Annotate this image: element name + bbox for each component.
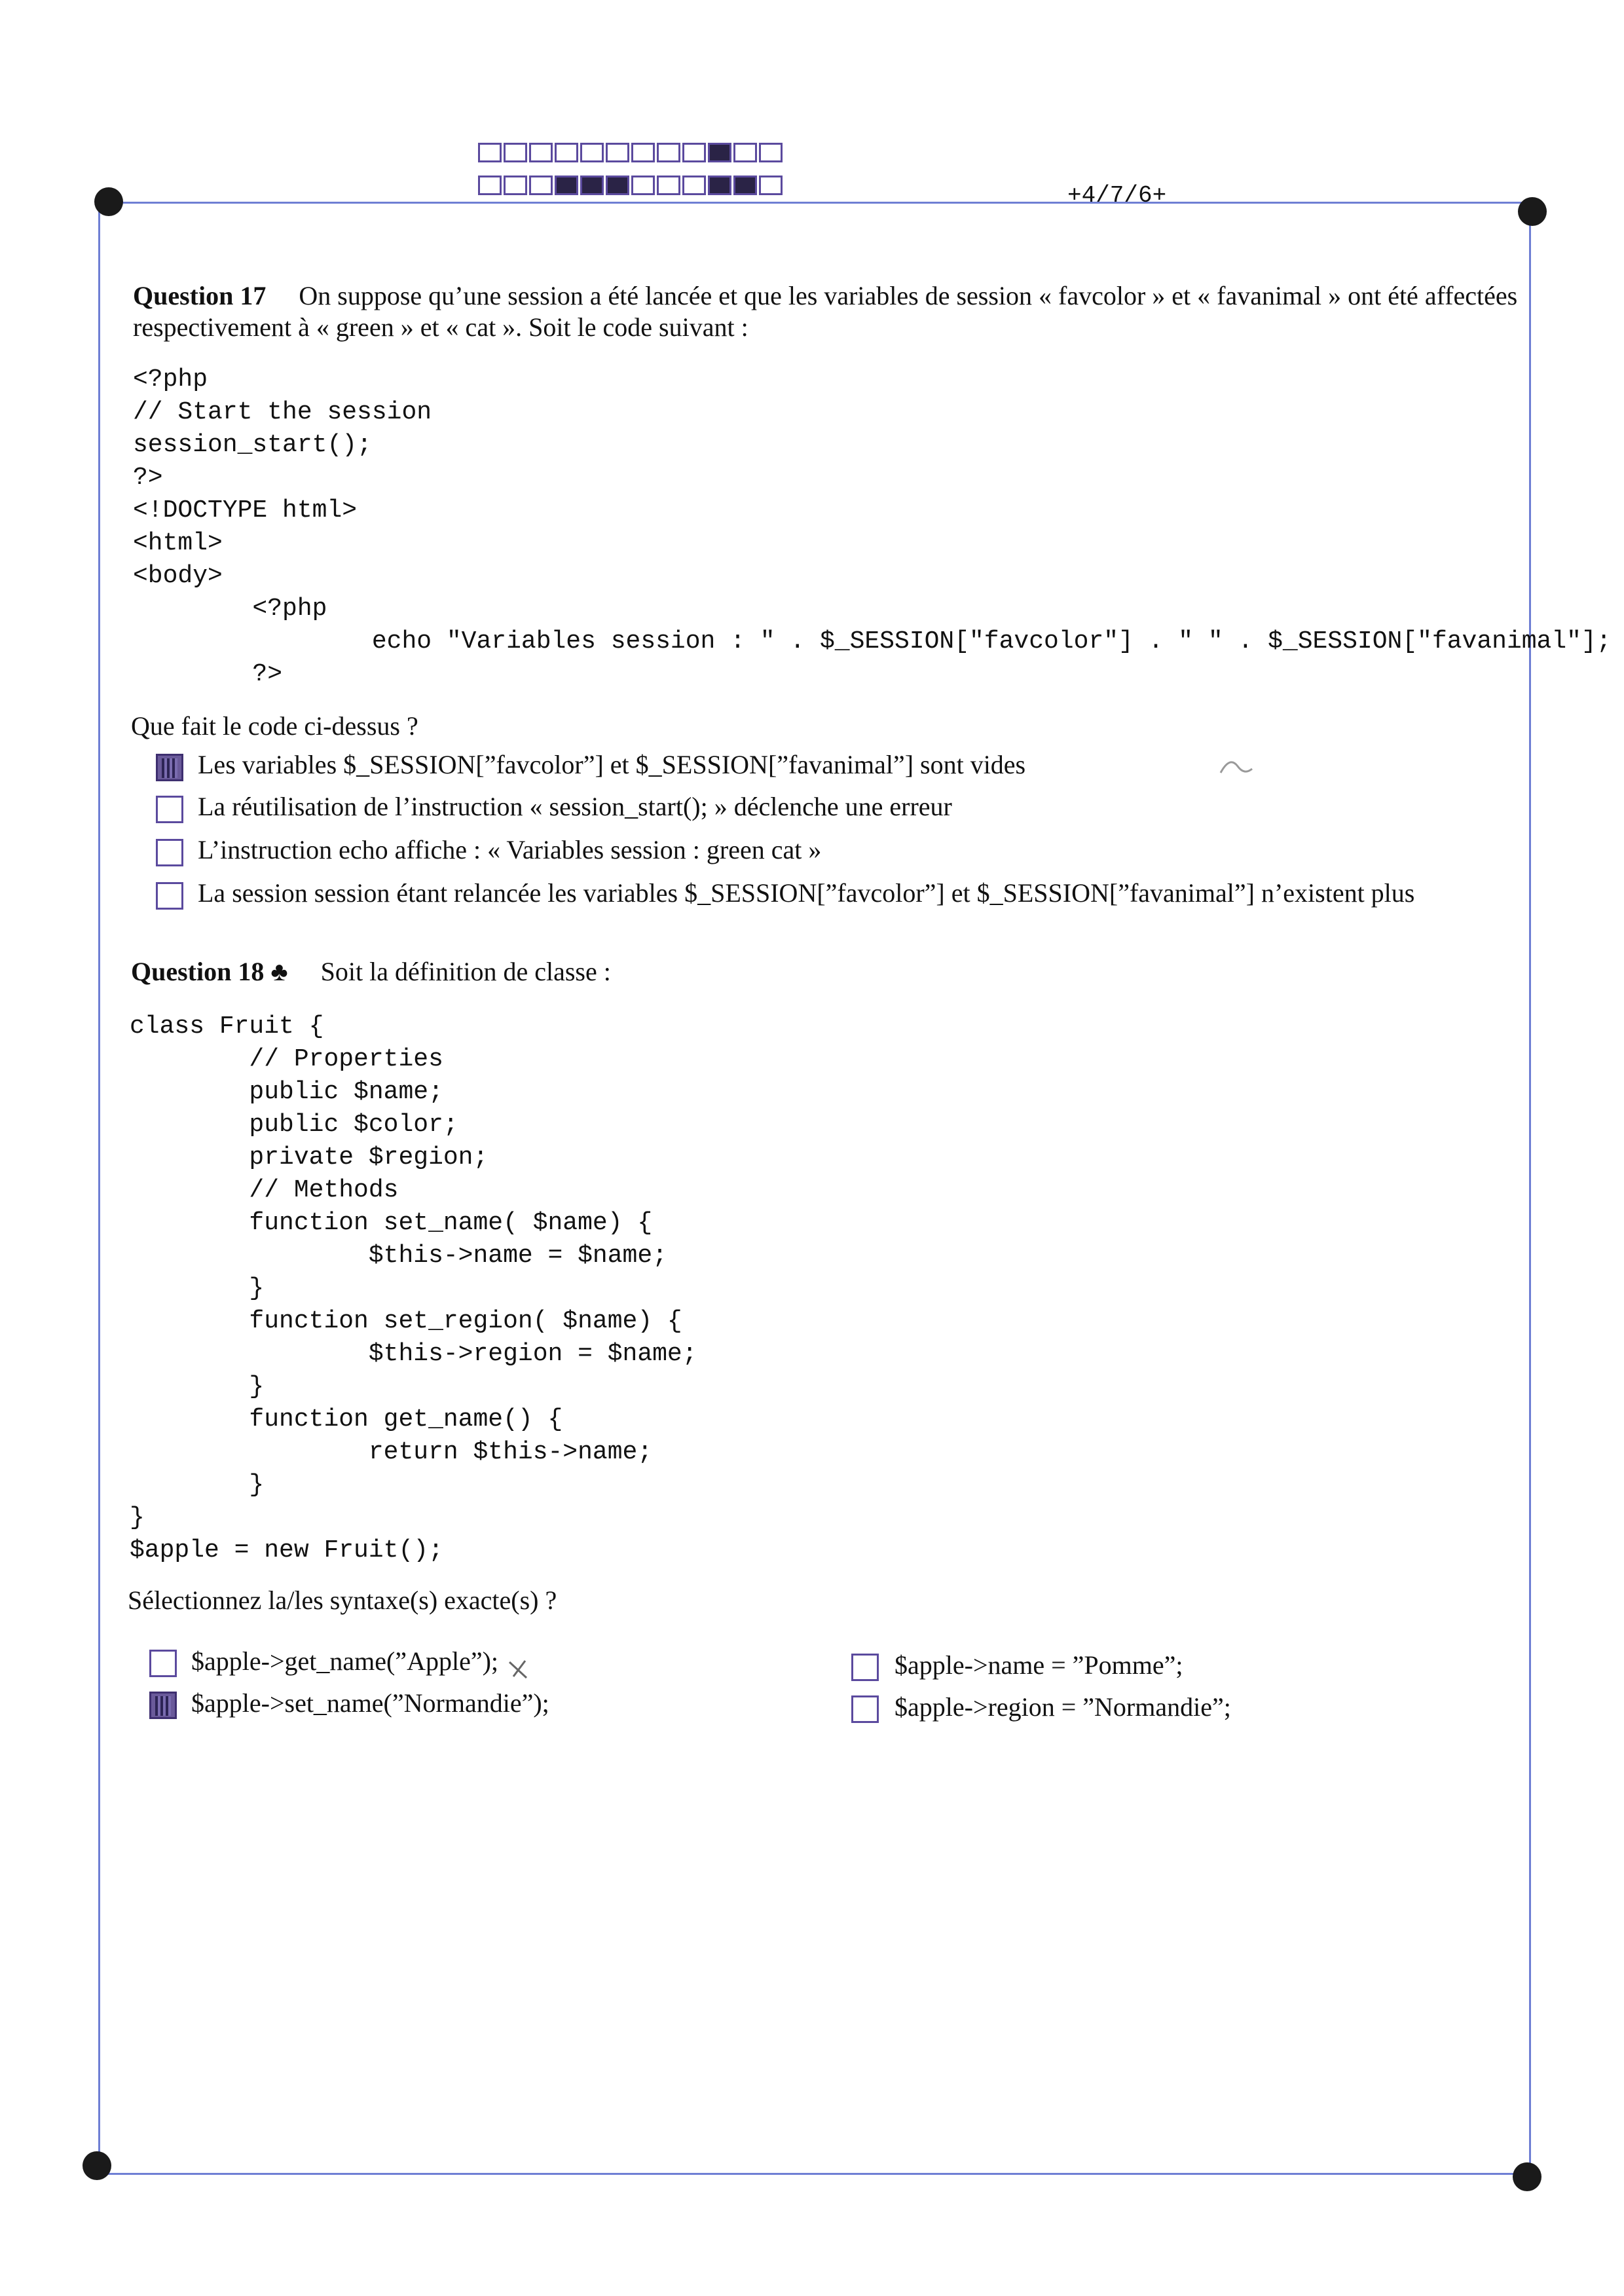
- registration-mark-bottom-left: [83, 2151, 111, 2180]
- q17-option-1-label: Les variables $_SESSION[”favcolor”] et $_SESSION[”favanimal”] sont vides: [198, 750, 1026, 779]
- frame-bottom: [98, 2173, 1529, 2175]
- registration-mark-bottom-right: [1513, 2162, 1541, 2191]
- question-18-statement: [131, 956, 611, 988]
- q17-option-3-checkbox[interactable]: [156, 839, 183, 866]
- question-18-code: class Fruit { // Properties public $name; public $color; private $region; // Methods function set_name( $name) { $this->name = $name; } function set_region( $name) { $this->region = $name; } function get_name() { return $this->name; } } $apple = new Fruit();: [130, 1012, 697, 1565]
- page-id-box: [529, 176, 553, 195]
- q17-option-4-checkbox[interactable]: [156, 882, 183, 910]
- page-id-box: [708, 176, 731, 195]
- page-id-box: [478, 176, 502, 195]
- page-id-box: [682, 176, 706, 195]
- q18-option-2-label: $apple->set_name(”Normandie”);: [191, 1688, 549, 1718]
- q17-option-1-checkbox[interactable]: [156, 754, 183, 781]
- question-18-prompt: Sélectionnez la/les syntaxe(s) exacte(s) ?: [128, 1585, 557, 1615]
- question-17-title: Question 17: [133, 281, 267, 310]
- page-id-box: [504, 143, 527, 162]
- q18-option-4-checkbox[interactable]: [851, 1695, 879, 1723]
- question-17-intro: On suppose qu’une session a été lancée et que les variables de session « favcolor » et « favanimal » ont été affectées respectivement à « green » et « cat ». Soit le code suivant :: [133, 281, 1518, 342]
- page-id-box: [733, 143, 757, 162]
- q18-option-1-label: $apple->get_name(”Apple”);: [191, 1646, 499, 1676]
- page-code: +4/7/6+: [1067, 182, 1167, 209]
- q18-option-3-checkbox[interactable]: [851, 1654, 879, 1681]
- question-17-prompt: Que fait le code ci-dessus ?: [131, 711, 418, 741]
- page-id-box: [580, 143, 604, 162]
- page-id-box: [682, 143, 706, 162]
- page-id-box: [733, 176, 757, 195]
- q17-option-4-label: La session session étant relancée les variables $_SESSION[”favcolor”] et $_SESSION[”favanimal”] n’existent plus: [198, 878, 1415, 908]
- q18-option-4-label: $apple->region = ”Normandie”;: [895, 1692, 1231, 1722]
- frame-top: [108, 202, 1526, 204]
- q17-option-2-checkbox[interactable]: [156, 796, 183, 823]
- page-id-box: [631, 143, 655, 162]
- question-17-statement: [133, 280, 1528, 343]
- page-id-box: [631, 176, 655, 195]
- page-id-box: [759, 143, 783, 162]
- pencil-mark: [1218, 753, 1257, 779]
- page-id-box: [555, 176, 578, 195]
- page-id-box: [657, 176, 680, 195]
- q18-option-1-checkbox[interactable]: [149, 1650, 177, 1677]
- q17-option-2-label: La réutilisation de l’instruction « session_start(); » déclenche une erreur: [198, 792, 952, 821]
- question-18-intro: Soit la définition de classe :: [320, 957, 611, 986]
- registration-mark-top-left: [94, 187, 123, 216]
- page-id-box: [606, 176, 629, 195]
- page-id-box: [555, 143, 578, 162]
- page-id-box: [580, 176, 604, 195]
- q18-option-2-checkbox[interactable]: [149, 1692, 177, 1719]
- page-id-box: [657, 143, 680, 162]
- page-id-box: [708, 143, 731, 162]
- q17-option-3-label: L’instruction echo affiche : « Variables session : green cat »: [198, 835, 822, 864]
- page-id-box: [529, 143, 553, 162]
- frame-left: [98, 202, 100, 2174]
- registration-mark-top-right: [1518, 197, 1547, 226]
- page-id-box: [606, 143, 629, 162]
- page-id-box: [759, 176, 783, 195]
- pencil-cross-mark: [507, 1658, 530, 1680]
- question-18-title: Question 18 ♣: [131, 957, 288, 986]
- q18-option-3-label: $apple->name = ”Pomme”;: [895, 1650, 1183, 1680]
- page-id-box: [478, 143, 502, 162]
- page-id-box: [504, 176, 527, 195]
- question-17-code: <?php // Start the session session_start(); ?> <!DOCTYPE html> <html> <body> <?php echo "Variables session : " . $_SESSION["favcolor"] . " " . $_SESSION["favanimal"]; ?>: [133, 365, 1612, 688]
